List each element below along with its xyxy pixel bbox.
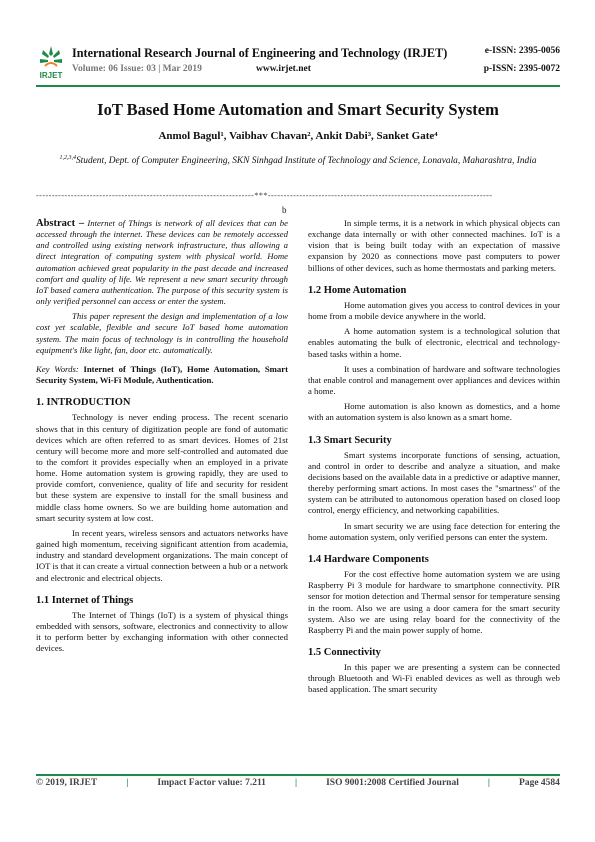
footer-impact-factor: Impact Factor value: 7.211 [157, 778, 266, 788]
abstract-paragraph [36, 218, 288, 307]
connectivity-paragraph: In this paper we are presenting a system can be connected through Bluetooth and Wi-Fi enabled devices as well as through web based application. The smart security [308, 662, 560, 695]
ss-paragraph-1: Smart systems incorporate functions of sensing, actuation, and control in order to describe and analyze a situation, and make decisions based on the available data in a predictive or adaptive manner, thereby performing smart actions. In most cases the "smartness" of the system can be attributed to autonomous operation based on closed loop control, energy efficiency, and networking capabilities. [308, 449, 560, 516]
ha-paragraph-1: Home automation gives you access to control devices in your home from a mobile device anywhere in the world. [308, 299, 560, 322]
abstract-text: Internet of Things is network of all devices that can be accessed through the internet. These devices can be remotely accessed and controlled using existing network infrastructure, thus allowing a direct integration of computing system with physical world. Home automation achieved great popularity in the past decade and increased comfort and quality of life. We represent a new smart security through IoT based camera authentication. The purpose of this security system is only verified personnel can access or enter the system. [36, 218, 288, 307]
stray-character: b [282, 205, 287, 215]
ha-paragraph-2: A home automation system is a technological solution that enables automating the bulk of electronic, electrical and technology-based tasks within a home. [308, 326, 560, 359]
section-heading-hardware: 1.4 Hardware Components [308, 553, 429, 565]
section-separator: ---------------------------------------------------------------------***----------------------------------------------------------------------- [36, 191, 493, 200]
section-heading-home-automation: 1.2 Home Automation [308, 284, 407, 296]
keywords-label: Key Words: [36, 363, 79, 374]
journal-name: International Research Journal of Engineering and Technology (IRJET) [72, 46, 448, 60]
footer-separator: | [294, 778, 298, 788]
iot-paragraph: The Internet of Things (IoT) is a system of physical things embedded with sensors, software, electronics and connectivity to allow it to perform better by exchanging information with other connected devices. [36, 609, 288, 654]
e-issn: e-ISSN: 2395-0056 [484, 46, 560, 56]
intro-paragraph-1: Technology is never ending process. The recent scenario shows that in this century of digitization people are fond of automatic devices which are often referred to as smart devices. Homes of 21st century will become more and more self-controlled and automated due to the comfort it provides especially when an employed in a private home. Home automation system is growing rapidly, they are used to provide comfort, convenience, quality of life and security for resident but these system are expensive to install for the small business and middle class home owners. So we are building home automation and smart security system at low cost. [36, 412, 288, 523]
ha-paragraph-4: Home automation is also known as domestics, and a home with an automation system is also known as a smart home. [308, 401, 560, 423]
affiliation-text: Student, Dept. of Computer Engineering, SKN Sinhgad Institute of Technology and Science, Lonavala, Maharashtra, India [75, 156, 537, 167]
keywords [36, 364, 288, 386]
author-affiliation [50, 152, 546, 167]
section-heading-introduction: 1. INTRODUCTION [36, 397, 131, 409]
footer-separator: | [487, 778, 490, 788]
footer-separator: | [126, 778, 129, 788]
header-divider [36, 85, 560, 87]
journal-header [36, 40, 560, 82]
section-heading-iot: 1.1 Internet of Things [36, 594, 134, 606]
footer-iso: ISO 9001:2008 Certified Journal [326, 778, 459, 788]
ha-paragraph-3: It uses a combination of hardware and software technologies that enable control and management over appliances and devices within a home. [308, 363, 560, 397]
footer-page-number: Page 4584 [519, 778, 560, 788]
affiliation-superscript: 1,2,3,4 [59, 155, 76, 161]
section-heading-smart-security: 1.3 Smart Security [308, 434, 392, 446]
intro-paragraph-2: In recent years, wireless sensors and actuators networks have gained high momentum, receiving significant attention from academia, industry and standard development organizations. The main concept of IOT is that it can create a virtual connection between a hub or a network and electronic and electrical objects. [36, 527, 288, 583]
footer-divider [36, 774, 560, 776]
p-issn: p-ISSN: 2395-0072 [483, 64, 560, 74]
abstract-heading: Abstract – [36, 218, 85, 229]
left-column [36, 218, 288, 658]
page-footer [36, 778, 560, 788]
iot-paragraph-2: In simple terms, it is a network in which physical objects can exchange data internally or with other connected machines. IoT is a vision that is being built today with an expectation of massive expansion by 2020 as connections move past computers to power billions of other devices, such as home thermostats and parking meters. [308, 218, 560, 273]
hw-paragraph: For the cost effective home automation system we are using Raspberry Pi 3 module for hardware to smartphone connectivity. PIR sensor for motion detection and Thermal sensor for temperature sensing in the room. Also we are using a door camera for the smart security system. Also we are using relay board for the connectivity of the Raspberry Pi and the main power supply of home. [308, 569, 560, 635]
footer-copyright: © 2019, IRJET [36, 778, 98, 788]
ss-paragraph-2: In smart security we are using face detection for entering the home automation system, only verified persons can enter the system. [308, 520, 560, 542]
paper-title: IoT Based Home Automation and Smart Security System [97, 100, 499, 119]
section-heading-connectivity: 1.5 Connectivity [308, 647, 381, 658]
volume-issue: Volume: 06 Issue: 03 | Mar 2019 [72, 64, 202, 74]
journal-website-link[interactable]: www.irjet.net [256, 64, 311, 74]
logo-text: IRJET [39, 71, 63, 80]
keywords-list: Internet of Things (IoT), Home Automation, Smart Security System, Wi-Fi Module, Authentication. [36, 363, 288, 386]
paper-authors: Anmol Bagul¹, Vaibhav Chavan², Ankit Dabi³, Sanket Gate⁴ [158, 130, 438, 142]
abstract-paragraph-2: This paper represent the design and implementation of a low cost yet scalable, flexible and secure IoT based home automation system. The main focus of technology is in controlling the household equipment's like light, fan, door etc. automatically. [36, 311, 288, 355]
right-column [308, 218, 560, 700]
irjet-logo-icon [36, 42, 66, 80]
